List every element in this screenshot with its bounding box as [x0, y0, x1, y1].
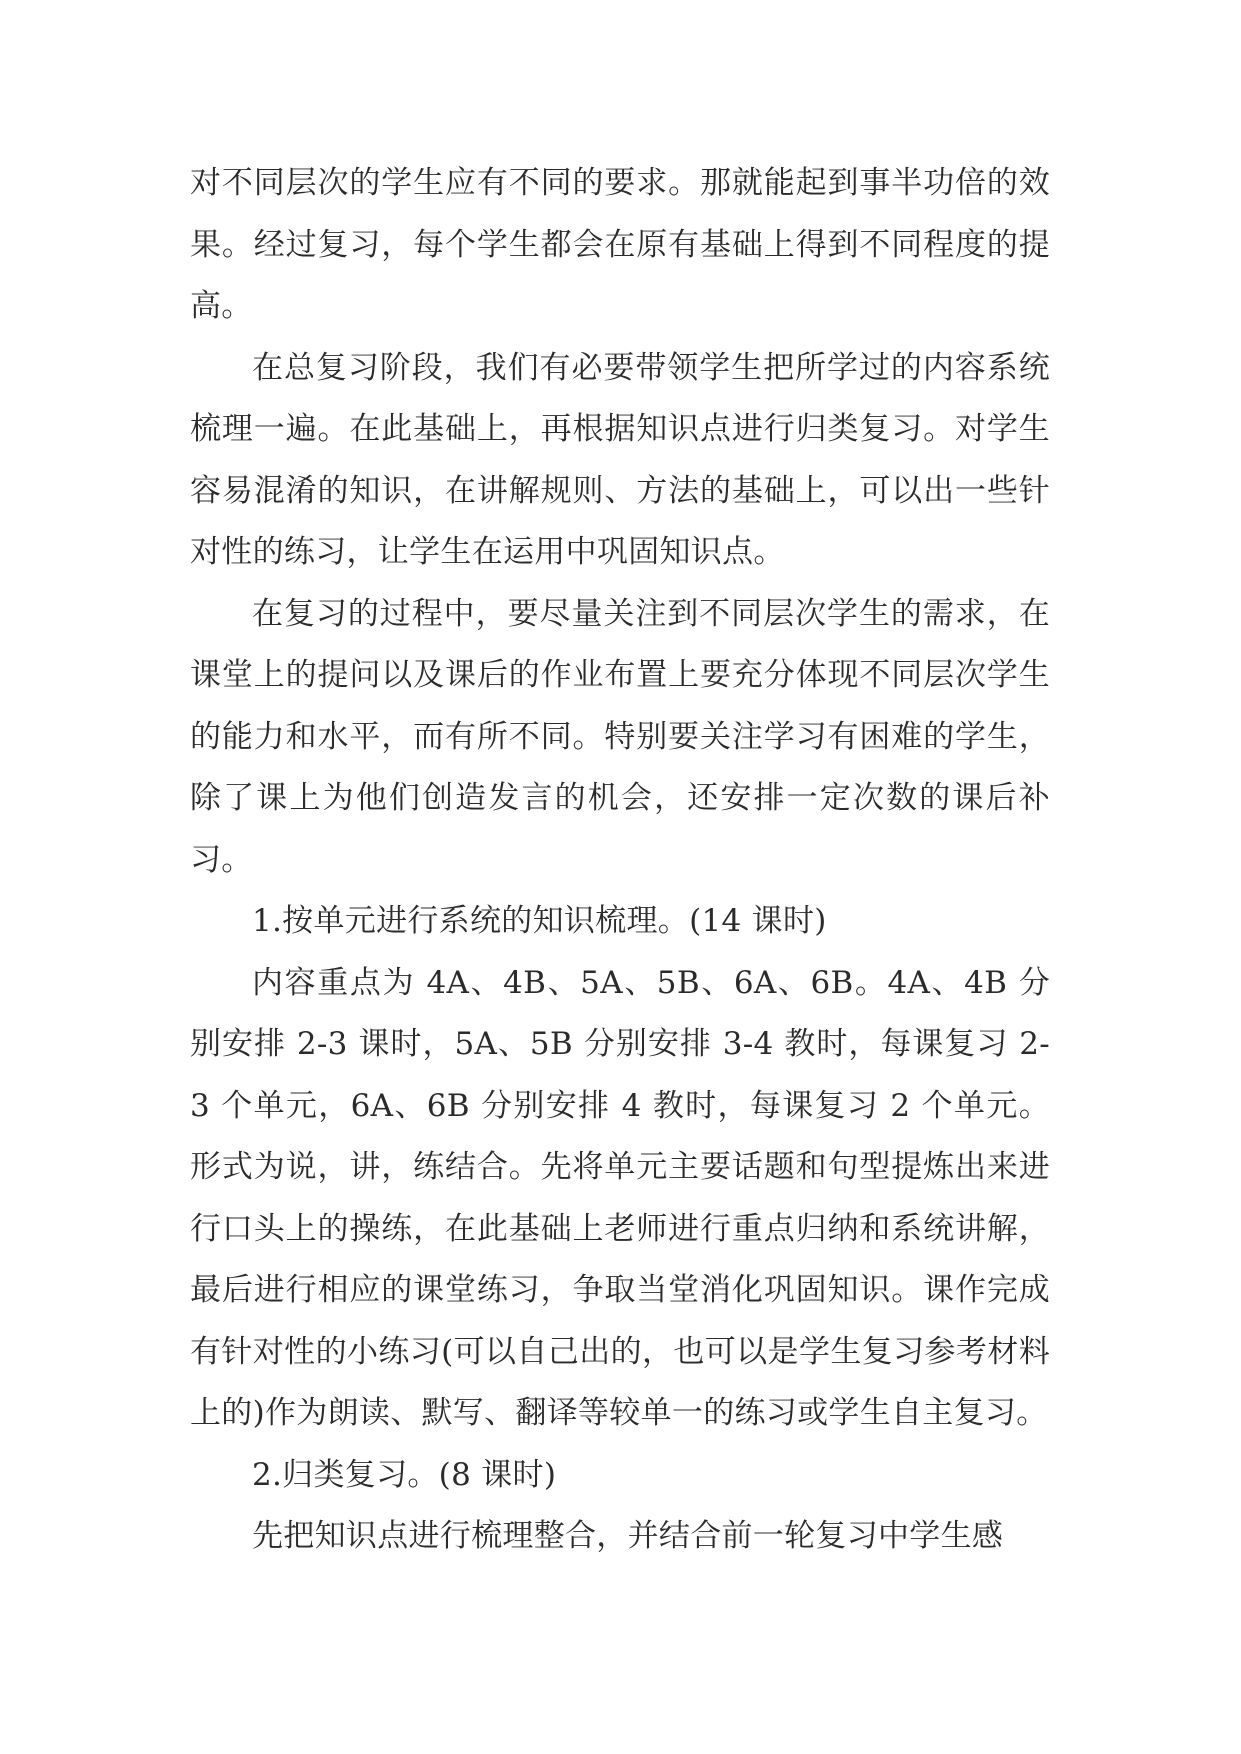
paragraph-3: 在复习的过程中，要尽量关注到不同层次学生的需求，在课堂上的提问以及课后的作业布置上要充分体现不同层次学生的能力和水平，而有所不同。特别要关注学习有困难的学生，除了课上为他们创造发言的机会，还安排一定次数的课后补习。: [190, 595, 1050, 878]
paragraph-5: 先把知识点进行梳理整合，并结合前一轮复习中学生感: [252, 1518, 1004, 1554]
paragraph-1: 对不同层次的学生应有不同的要求。那就能起到事半功倍的效果。经过复习，每个学生都会在原有基础上得到不同程度的提高。: [190, 165, 1050, 324]
paragraph-4: 内容重点为 4A、4B、5A、5B、6A、6B。4A、4B 分别安排 2-3 课时，5A、5B 分别安排 3-4 教时，每课复习 2-3 个单元，6A、6B 分别安排 4 教时，每课复习 2 个单元。形式为说，讲，练结合。先将单元主要话题和句型提炼出来进行口头上的操练，在此基础上老师进行重点归纳和系统讲解，最后进行相应的课堂练习，争取当堂消化巩固知识。课作完成有针对性的小练习(可以自己出的，也可以是学生复习参考材料上的)作为朗读、默写、翻译等较单一的练习或学生自主复习。: [190, 964, 1050, 1431]
document-body: [190, 153, 1050, 1568]
section-heading-1: 1.按单元进行系统的知识梳理。(14 课时): [252, 903, 827, 939]
paragraph-2: 在总复习阶段，我们有必要带领学生把所学过的内容系统梳理一遍。在此基础上，再根据知识点进行归类复习。对学生容易混淆的知识，在讲解规则、方法的基础上，可以出一些针对性的练习，让学生在运用中巩固知识点。: [190, 349, 1050, 570]
section-heading-2: 2.归类复习。(8 课时): [252, 1456, 557, 1493]
